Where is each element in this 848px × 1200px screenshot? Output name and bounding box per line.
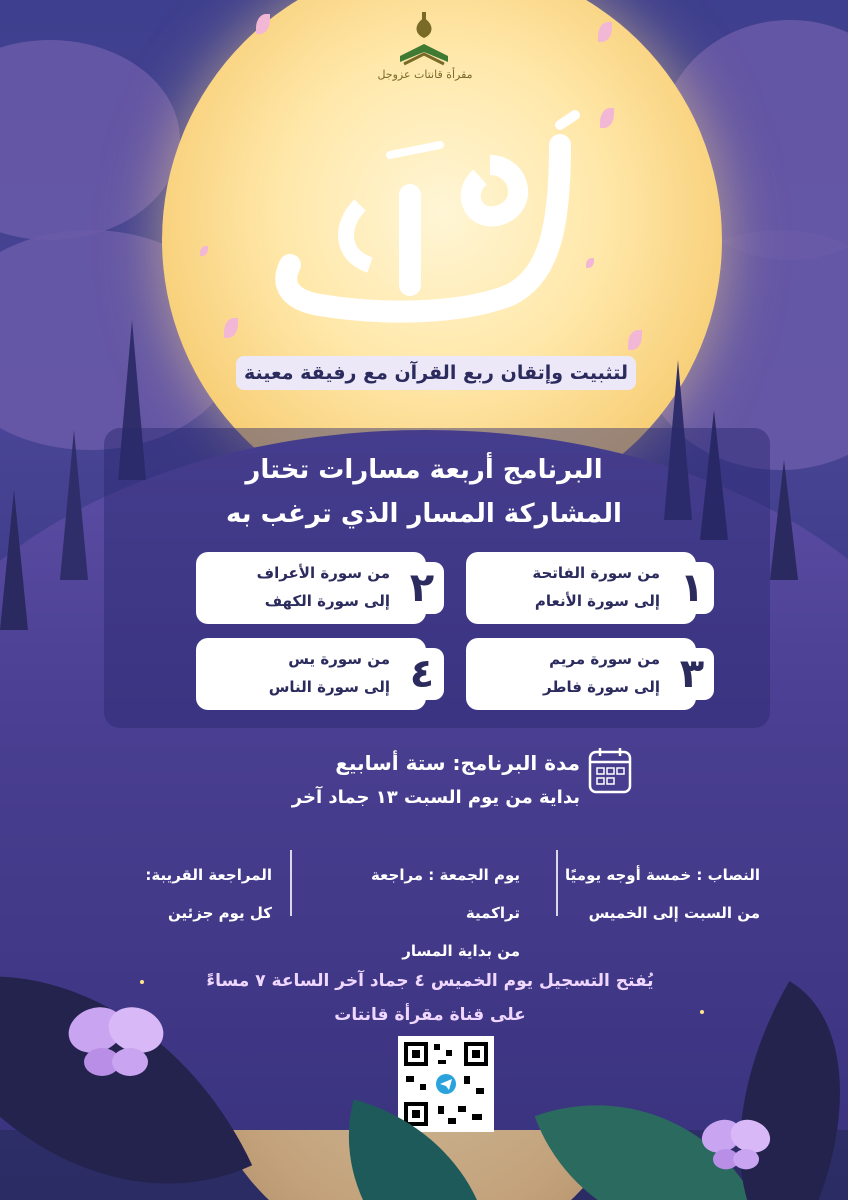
detail-value: من بداية المسار [402, 942, 520, 960]
detail-review [72, 856, 272, 932]
duration-line-1: مدة البرنامج: ستة أسابيع [335, 751, 580, 775]
track-number: ٣ [670, 648, 714, 700]
sparkle [140, 980, 144, 984]
tree [0, 490, 28, 630]
program-intro [180, 448, 668, 536]
detail-friday [320, 856, 520, 970]
track-card-4 [196, 638, 435, 710]
detail-title: النصاب : خمسة أوجه يوميًا [565, 866, 760, 884]
detail-value: من السبت إلى الخميس [588, 904, 760, 922]
track-to: إلى سورة الأنعام [534, 592, 660, 610]
track-number: ٢ [400, 562, 444, 614]
track-card-3 [466, 638, 705, 710]
track-to: إلى سورة الكهف [264, 592, 390, 610]
calendar-icon [588, 746, 632, 794]
title-calligraphy [260, 105, 590, 335]
track-number: ١ [670, 562, 714, 614]
duration-line-2: بداية من يوم السبت ١٣ جماد آخر [291, 787, 580, 808]
track-card-2 [196, 552, 435, 624]
track-from: من سورة يس [288, 650, 390, 668]
butterfly-icon [66, 1000, 166, 1090]
sparkle [700, 1010, 704, 1014]
track-to: إلى سورة الناس [268, 678, 390, 696]
tree [770, 460, 798, 580]
divider [556, 850, 558, 916]
intro-line-1: البرنامج أربعة مسارات تختار [245, 455, 603, 485]
cloud [0, 40, 180, 240]
track-from: من سورة الأعراف [256, 564, 390, 582]
track-card-1 [466, 552, 705, 624]
track-to: إلى سورة فاطر [543, 678, 660, 696]
intro-line-2: المشاركة المسار الذي ترغب به [226, 499, 622, 529]
butterfly-icon [700, 1114, 772, 1180]
tree [60, 430, 88, 580]
divider [290, 850, 292, 916]
detail-quota [560, 856, 760, 932]
track-from: من سورة مريم [549, 650, 660, 668]
registration-line-1: يُفتح التسجيل يوم الخميس ٤ جماد آخر الساعة ٧ مساءً [206, 971, 654, 991]
qr-code-icon[interactable] [398, 1036, 494, 1132]
registration-line-2: على قناة مقرأة قانتات [334, 1005, 526, 1025]
logo-caption: مقرأة قانتات عزوجل [377, 68, 473, 81]
tagline-banner: لتثبيت وإتقان ربع القرآن مع رفيقة معينة [236, 356, 636, 390]
detail-title: المراجعة القريبة: [145, 866, 272, 884]
track-from: من سورة الفاتحة [532, 564, 660, 582]
detail-title: يوم الجمعة : مراجعة تراكمية [370, 866, 520, 922]
detail-value: كل يوم جزئين [168, 904, 272, 922]
registration-info [200, 964, 660, 1032]
track-number: ٤ [400, 648, 444, 700]
program-duration [270, 748, 580, 818]
